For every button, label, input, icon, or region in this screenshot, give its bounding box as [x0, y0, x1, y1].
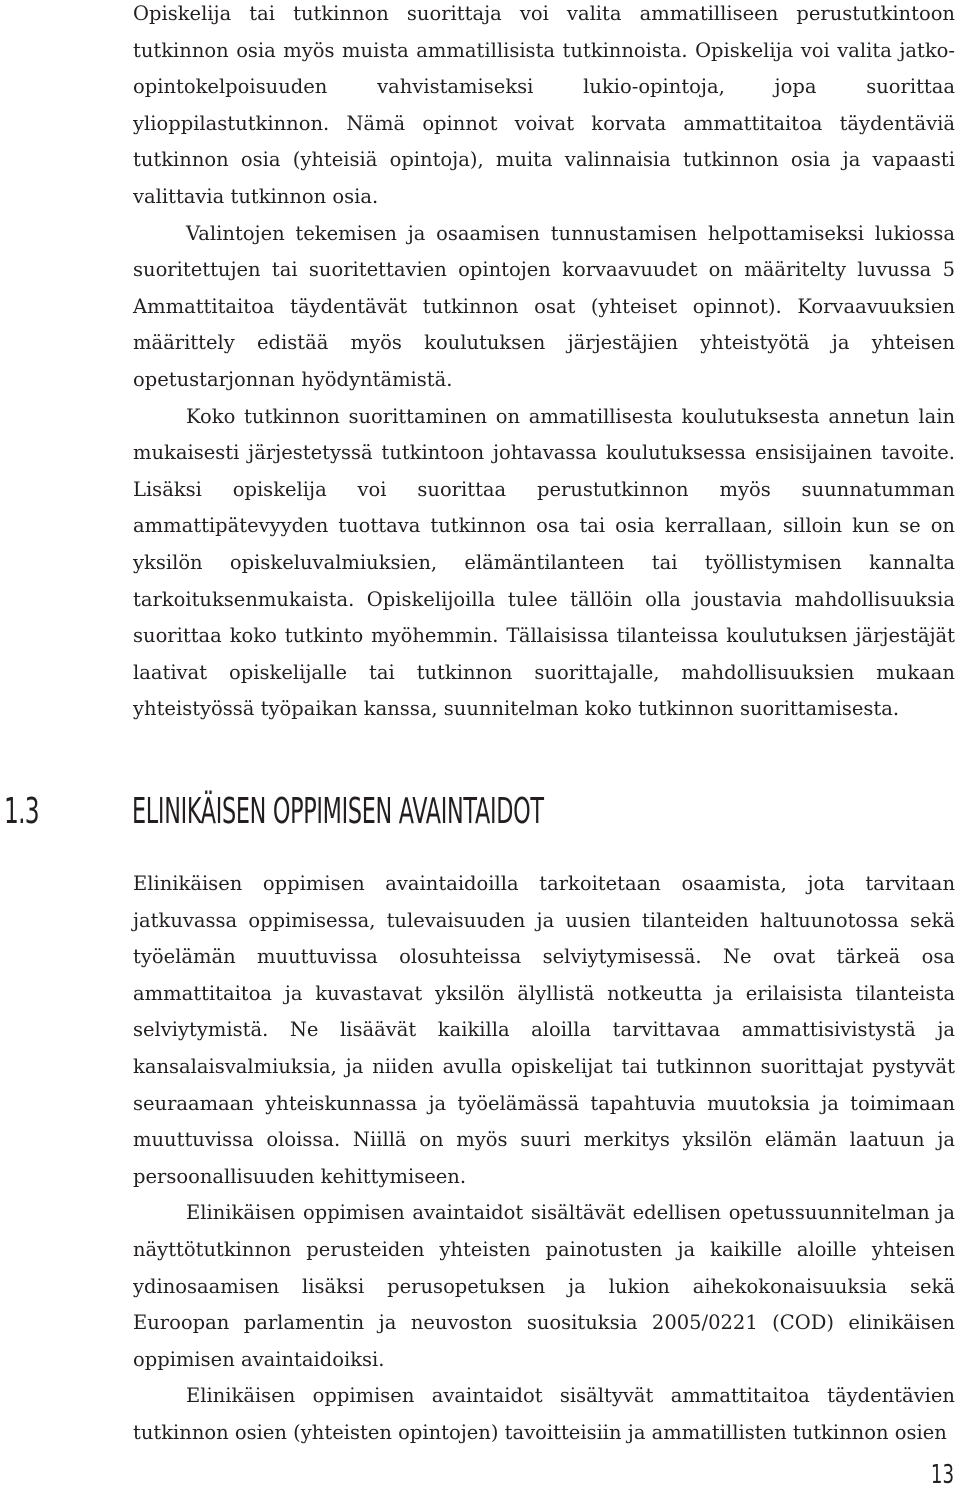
paragraph: Elinikäisen oppimisen avaintaidot sisältävät edellisen opetussuunnitelman ja näyttötutkinnon perusteiden yhteisten painotusten ja kaikille aloille yhteisen ydinosaamisen lisäksi perusopetuksen ja lukion aihekokonaisuuksia sekä Euroopan parlamentin ja neuvoston suosituksia 2005/0221 (COD) elinikäisen oppimisen avaintaidoiksi. [133, 1201, 955, 1371]
paragraph: Koko tutkinnon suorittaminen on ammatillisesta koulutuksesta annetun lain mukaisesti järjestetyssä tutkintoon johtavassa koulutuksessa ensisijainen tavoite. Lisäksi opiskelija voi suorittaa perustutkinnon myös suunnatumman ammattipätevyyden tuottava tutkinnon osa tai osia kerrallaan, silloin kun se on yksilön opiskeluvalmiuksien, elämäntilanteen tai työllistymisen kannalta tarkoituksenmukaista. Opiskelijoilla tulee tällöin olla joustavia mahdollisuuksia suorittaa koko tutkinto myöhemmin. Tällaisissa tilanteissa koulutuksen järjestäjät laativat opiskelijalle tai tutkinnon suorittajalle, mahdollisuuksien mukaan yhteistyössä työpaikan kanssa, suunnitelman koko tutkinnon suorittamisesta. [133, 404, 955, 721]
paragraph: Valintojen tekemisen ja osaamisen tunnustamisen helpottamiseksi lukiossa suoritettujen tai suoritettavien opintojen korvaavuudet on määritelty luvussa 5 Ammattitaitoa täydentävät tutkinnon osat (yhteiset opinnot). Korvaavuuksien määrittely edistää myös koulutuksen järjestäjien yhteistyötä ja yhteisen opetustarjonnan hyödyntämistä. [133, 221, 955, 391]
section-number: 1.3 [4, 791, 39, 832]
top-text-block [133, 0, 955, 728]
section-text-block [133, 866, 955, 1452]
paragraph: Opiskelija tai tutkinnon suorittaja voi valita ammatilliseen perustutkintoon tutkinnon osia myös muista ammatillisista tutkinnoista. Opiskelija voi valita jatko-opintokelpoisuuden vahvistamiseksi lukio-opintoja, jopa suorittaa ylioppilastutkinnon. Nämä opinnot voivat korvata ammattitaitoa täydentäviä tutkinnon osia (yhteisiä opintoja), muita valinnaisia tutkinnon osia ja vapaasti valittavia tutkinnon osia. [133, 2, 955, 208]
paragraph: Elinikäisen oppimisen avaintaidot sisältyvät ammattitaitoa täydentävien tutkinnon osien (yhteisten opintojen) tavoitteisiin ja ammatillisten tutkinnon osien [133, 1384, 955, 1444]
section-heading: ELINIKÄISEN OPPIMISEN AVAINTAIDOT [132, 791, 544, 832]
page-number: 13 [930, 1460, 954, 1490]
paragraph: Elinikäisen oppimisen avaintaidoilla tarkoitetaan osaamista, jota tarvitaan jatkuvassa oppimisessa, tulevaisuuden ja uusien tilanteiden haltuunotossa sekä työelämän muuttuvissa olosuhteissa selviytymisessä. Ne ovat tärkeä osa ammattitaitoa ja kuvastavat yksilön älyllistä notkeutta ja erilaisista tilanteista selviytymistä. Ne lisäävät kaikilla aloilla tarvittavaa ammattisivistystä ja kansalaisvalmiuksia, ja niiden avulla opiskelijat tai tutkinnon suorittajat pystyvät seuraamaan yhteiskunnassa ja työelämässä tapahtuvia muutoksia ja toimimaan muuttuvissa oloissa. Niillä on myös suuri merkitys yksilön elämän laatuun ja persoonallisuuden kehittymiseen. [133, 872, 955, 1188]
